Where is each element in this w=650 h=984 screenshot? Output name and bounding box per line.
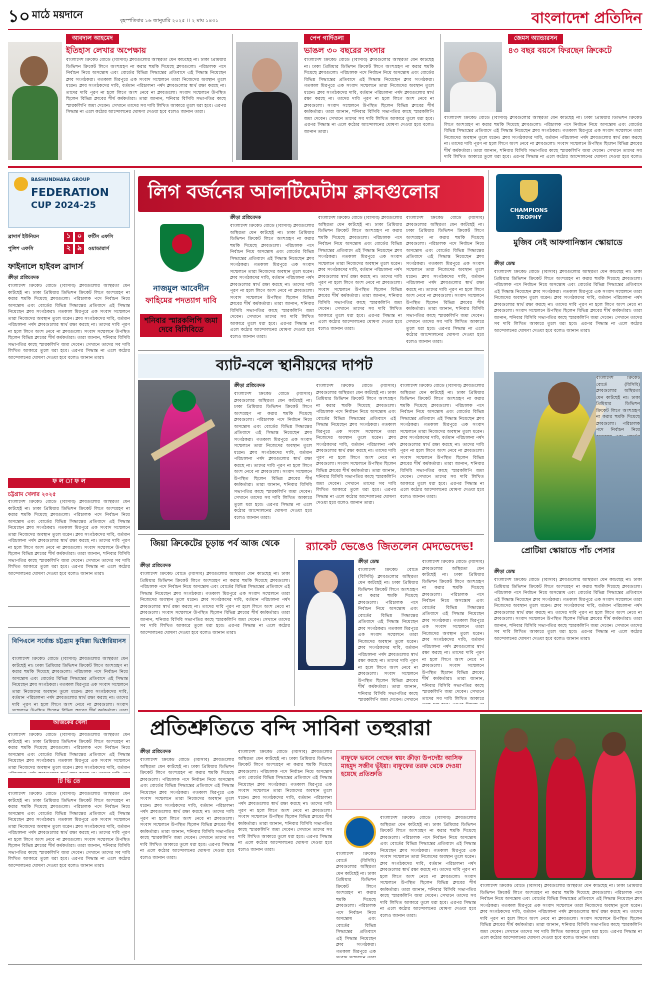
columnist-3-title: ৪৩ বছর বয়সে ফিরছেন ক্রিকেটে [508,46,612,55]
columnist-3-name: জেমস অ্যান্ডারসন [508,34,563,44]
bottom-title: প্রতিশ্রুতিতে বন্দি সাবিনা তহুরারা [150,716,432,740]
lead-text-2: বাংলাদেশ ক্রিকেট বোর্ডে (বিসিবি) ক্লাবগুলোর অস্থিরতা যেন কাটছেই না। ঢাকা প্রিমিয়ার ডিভিশন ক্রিকেট লিগে অংশগ্রহণ না করার হুমকি দিয়েছে ক্লাবগুলো। পরিচালক পদে নির্বাচন নিয়ে অসন্তোষ এবং বোর্ডের বিভিন্ন সিদ্ধান্তের প্রতিবাদে এই সিদ্ধান্ত নিয়েছেন ক্লাব সংগঠকরা। গতকাল মিরপুরে এক সংবাদ সম্মেলনে তারা নিজেদের অবস্থান তুলে ধরেন। ক্লাব সংগঠকদের দাবি, বর্তমান পরিচালনা পর্ষদ ক্লাবগুলোর স্বার্থ রক্ষা করছে না। তাদের দাবি পূরণ না হলে লিগে অংশ নেবে না ক্লাবগুলো। সংবাদ সম্মেলনে উপস্থিত ছিলেন বিভিন্ন ক্লাবের শীর্ষ কর্মকর্তারা। তারা জানান, শনিবার বিসিবি সভাপতির কাছে স্মারকলিপি জমা দেবেন। সেখানে তাদের সব দাবি লিখিত আকারে তুলে ধরা হবে। এরপর সিদ্ধান্ত না এলে কঠোর আন্দোলনের ঘোষণা দেওয়া হবে বলেও জানান তারা। [318,216,402,332]
columnist-1-title: ইতিহাস লেখার অপেক্ষায় [66,46,147,55]
columnist-2-title: ভাঙল ৩০ বছরের সংসার [304,46,385,55]
logo: বাংলাদেশ প্রতিদিন [531,9,642,27]
bottom-text-5: বাংলাদেশ ক্রিকেট বোর্ডে (বিসিবি) ক্লাবগুলোর অস্থিরতা যেন কাটছেই না। ঢাকা প্রিমিয়ার ডিভিশন ক্রিকেট লিগে অংশগ্রহণ না করার হুমকি দিয়েছে ক্লাবগুলো। পরিচালক পদে নির্বাচন নিয়ে অসন্তোষ এবং বোর্ডের বিভিন্ন সিদ্ধান্তের প্রতিবাদে এই সিদ্ধান্ত নিয়েছেন ক্লাব সংগঠকরা। গতকাল মিরপুরে এক সংবাদ সম্মেলনে তারা নিজেদের অবস্থান তুলে ধরেন। ক্লাব সংগঠকদের দাবি, বর্তমান পরিচালনা পর্ষদ ক্লাবগুলোর স্বার্থ রক্ষা করছে না। তাদের দাবি পূরণ না হলে লিগে অংশ নেবে না ক্লাবগুলো। সংবাদ সম্মেলনে উপস্থিত ছিলেন বিভিন্ন ক্লাবের শীর্ষ কর্মকর্তারা। তারা জানান, শনিবার বিসিবি সভাপতির কাছে স্মারকলিপি জমা দেবেন। সেখানে তাদের সব দাবি লিখিত আকারে তুলে ধরা হবে। এরপর সিদ্ধান্ত না এলে কঠোর আন্দোলনের ঘোষণা দেওয়া হবে বলেও জানান তারা। [480,884,642,942]
bpl-photo [138,380,230,530]
lead-text-1: বাংলাদেশ ক্রিকেট বোর্ডে (বিসিবি) ক্লাবগুলোর অস্থিরতা যেন কাটছেই না। ঢাকা প্রিমিয়ার ডিভিশন ক্রিকেট লিগে অংশগ্রহণ না করার হুমকি দিয়েছে ক্লাবগুলো। পরিচালক পদে নির্বাচন নিয়ে অসন্তোষ এবং বোর্ডের বিভিন্ন সিদ্ধান্তের প্রতিবাদে এই সিদ্ধান্ত নিয়েছেন ক্লাব সংগঠকরা। গতকাল মিরপুরে এক সংবাদ সম্মেলনে তারা নিজেদের অবস্থান তুলে ধরেন। ক্লাব সংগঠকদের দাবি, বর্তমান পরিচালনা পর্ষদ ক্লাবগুলোর স্বার্থ রক্ষা করছে না। তাদের দাবি পূরণ না হলে লিগে অংশ নেবে না ক্লাবগুলো। সংবাদ সম্মেলনে উপস্থিত ছিলেন বিভিন্ন ক্লাবের শীর্ষ কর্মকর্তারা। তারা জানান, শনিবার বিসিবি সভাপতির কাছে স্মারকলিপি জমা দেবেন। সেখানে তাদের সব দাবি লিখিত আকারে তুলে ধরা হবে। এরপর সিদ্ধান্ত না এলে কঠোর আন্দোলনের ঘোষণা দেওয়া হবে বলেও জানান তারা। [230,224,314,340]
bottom-text-4: বাংলাদেশ ক্রিকেট বোর্ডে (বিসিবি) ক্লাবগুলোর অস্থিরতা যেন কাটছেই না। ঢাকা প্রিমিয়ার ডিভিশন ক্রিকেট লিগে অংশগ্রহণ না করার হুমকি দিয়েছে ক্লাবগুলো। পরিচালক পদে নির্বাচন নিয়ে অসন্তোষ এবং বোর্ডের বিভিন্ন সিদ্ধান্তের প্রতিবাদে এই সিদ্ধান্ত নিয়েছেন ক্লাব সংগঠকরা। গতকাল মিরপুরে এক [336,852,376,955]
score-2-b: ৯ [75,244,84,254]
lead-byline: ক্রীড়া প্রতিবেদক [230,216,261,221]
columnist-3-photo [444,42,502,112]
score-table [8,232,130,256]
protea-text: বাংলাদেশ ক্রিকেট বোর্ডে (বিসিবি) ক্লাবগুলোর অস্থিরতা যেন কাটছেই না। ঢাকা প্রিমিয়ার ডিভিশন ক্রিকেট লিগে অংশগ্রহণ না করার হুমকি দিয়েছে ক্লাবগুলো। পরিচালক পদে নির্বাচন নিয়ে অসন্তোষ এবং বোর্ডের বিভিন্ন সিদ্ধান্তের প্রতিবাদে এই সিদ্ধান্ত নিয়েছেন ক্লাব সংগঠকরা। গতকাল মিরপুরে এক সংবাদ সম্মেলনে তারা নিজেদের অবস্থান তুলে ধরেন। ক্লাব সংগঠকদের দাবি, বর্তমান পরিচালনা পর্ষদ ক্লাবগুলোর স্বার্থ রক্ষা করছে না। তাদের দাবি পূরণ না হলে লিগে অংশ নেবে না ক্লাবগুলো। সংবাদ সম্মেলনে উপস্থিত ছিলেন বিভিন্ন ক্লাবের শীর্ষ কর্মকর্তারা। তারা জানান, শনিবার বিসিবি সভাপতির কাছে স্মারকলিপি জমা দেবেন। সেখানে তাদের সব দাবি লিখিত আকারে তুলে ধরা হবে। এরপর সিদ্ধান্ত না এলে কঠোর আন্দোলনের ঘোষণা দেওয়া হবে বলেও জানান তারা। [494,578,642,642]
protea-byline: ক্রীড়া ডেস্ক [494,570,515,575]
champions-text: বাংলাদেশ ক্রিকেট বোর্ডে (বিসিবি) ক্লাবগুলোর অস্থিরতা যেন কাটছেই না। ঢাকা প্রিমিয়ার ডিভিশন ক্রিকেট লিগে অংশগ্রহণ না করার হুমকি দিয়েছে ক্লাবগুলো। পরিচালক পদে নির্বাচন নিয়ে অসন্তোষ এবং বোর্ডের বিভিন্ন সিদ্ধান্তের প্রতিবাদে এই সিদ্ধান্ত নিয়েছেন ক্লাব সংগঠকরা। গতকাল মিরপুরে এক সংবাদ সম্মেলনে তারা নিজেদের অবস্থান তুলে ধরেন। ক্লাব সংগঠকদের দাবি, বর্তমান পরিচালনা পর্ষদ ক্লাবগুলোর স্বার্থ রক্ষা করছে না। তাদের দাবি পূরণ না হলে লিগে অংশ নেবে না ক্লাবগুলো। সংবাদ সম্মেলনে উপস্থিত ছিলেন বিভিন্ন ক্লাবের শীর্ষ কর্মকর্তারা। তারা জানান, শনিবার বিসিবি সভাপতির কাছে স্মারকলিপি জমা দেবেন। সেখানে তাদের সব দাবি লিখিত আকারে তুলে ধরা হবে। এরপর সিদ্ধান্ত না এলে কঠোর আন্দোলনের ঘোষণা দেওয়া হবে বলেও জানান তারা। [494,270,642,334]
protea-head: প্রোটিয়া স্কোয়াডে পাঁচ পেসার [521,546,615,555]
federation-cup: CUP 2024-25 [31,201,96,211]
section-name: মাঠে ময়দানে [32,10,83,21]
racket-text-2: বাংলাদেশ ক্রিকেট বোর্ডে (বিসিবি) ক্লাবগুলোর অস্থিরতা যেন কাটছেই না। ঢাকা প্রিমিয়ার ডিভিশন ক্রিকেট লিগে অংশগ্রহণ না করার হুমকি দিয়েছে ক্লাবগুলো। পরিচালক পদে নির্বাচন নিয়ে অসন্তোষ এবং বোর্ডের বিভিন্ন সিদ্ধান্তের প্রতিবাদে এই সিদ্ধান্ত নিয়েছেন ক্লাব সংগঠকরা। গতকাল মিরপুরে এক সংবাদ সম্মেলনে তারা নিজেদের অবস্থান তুলে ধরেন। ক্লাব সংগঠকদের দাবি, বর্তমান পরিচালনা পর্ষদ ক্লাবগুলোর স্বার্থ রক্ষা করছে না। তাদের দাবি পূরণ না হলে লিগে অংশ নেবে না ক্লাবগুলো। সংবাদ সম্মেলনে উপস্থিত ছিলেন বিভিন্ন ক্লাবের শীর্ষ কর্মকর্তারা। তারা জানান, শনিবার বিসিবি সভাপতির কাছে স্মারকলিপি জমা দেবেন। সেখানে তাদের সব দাবি লিখিত আকারে [422,560,484,702]
score-team-4: ওয়ান্ডারার্স [88,246,110,252]
page-number: ১০ [8,7,31,27]
today-text: বাংলাদেশ ক্রিকেট বোর্ডে (বিসিবি) ক্লাবগুলোর অস্থিরতা যেন কাটছেই না। ঢাকা প্রিমিয়ার ডিভিশন ক্রিকেট লিগে অংশগ্রহণ না করার হুমকি দিয়েছে ক্লাবগুলো। পরিচালক পদে নির্বাচন নিয়ে অসন্তোষ এবং বোর্ডের বিভিন্ন সিদ্ধান্তের প্রতিবাদে এই সিদ্ধান্ত নিয়েছেন ক্লাব সংগঠকরা। গতকাল মিরপুরে এক সংবাদ সম্মেলনে তারা নিজেদের অবস্থান তুলে ধরেন। ক্লাব সংগঠকদের দাবি, বর্তমান [8,733,130,771]
tv-text: বাংলাদেশ ক্রিকেট বোর্ডে (বিসিবি) ক্লাবগুলোর অস্থিরতা যেন কাটছেই না। ঢাকা প্রিমিয়ার ডিভিশন ক্রিকেট লিগে অংশগ্রহণ না করার হুমকি দিয়েছে ক্লাবগুলো। পরিচালক পদে নির্বাচন নিয়ে অসন্তোষ এবং বোর্ডের বিভিন্ন সিদ্ধান্তের প্রতিবাদে এই সিদ্ধান্ত নিয়েছেন ক্লাব সংগঠকরা। গতকাল মিরপুরে এক সংবাদ সম্মেলনে তারা নিজেদের অবস্থান তুলে ধরেন। ক্লাব সংগঠকদের দাবি, বর্তমান পরিচালনা পর্ষদ ক্লাবগুলোর স্বার্থ রক্ষা করছে না। তাদের দাবি পূরণ না হলে লিগে অংশ নেবে না ক্লাবগুলো। সংবাদ সম্মেলনে উপস্থিত ছিলেন বিভিন্ন ক্লাবের শীর্ষ কর্মকর্তারা। তারা জানান, শনিবার বিসিবি সভাপতির কাছে স্মারকলিপি জমা দেবেন। সেখানে তাদের সব দাবি লিখিত আকারে তুলে ধরা হবে। এরপর সিদ্ধান্ত না এলে কঠোর আন্দোলনের ঘোষণা দেওয়া হবে বলেও জানান তারা। [8,792,130,869]
small-box [8,606,130,628]
federation-sponsor: BASHUNDHARA GROUP [31,178,90,183]
score-team-2: ফর্টিস এফসি [88,234,114,240]
protea-caption: বাংলাদেশ ক্রিকেট বোর্ডে (বিসিবি) ক্লাবগুলোর অস্থিরতা যেন কাটছেই না। ঢাকা প্রিমিয়ার ডিভিশন ক্রিকেট লিগে অংশগ্রহণ না করার হুমকি দিয়েছে ক্লাবগুলো। পরিচালক পদে নির্বাচন নিয়ে [596,376,640,436]
columnist-1-name: আবদাল আহমেদ [66,34,119,44]
score-team-3: পুলিশ এফসি [8,246,34,252]
quote-1: ফাহিমের পদত্যাগ দাবি [145,296,217,305]
racket-text-1: বাংলাদেশ ক্রিকেট বোর্ডে (বিসিবি) ক্লাবগুলোর অস্থিরতা যেন কাটছেই না। ঢাকা প্রিমিয়ার ডিভিশন ক্রিকেট লিগে অংশগ্রহণ না করার হুমকি দিয়েছে ক্লাবগুলো। পরিচালক পদে নির্বাচন নিয়ে অসন্তোষ এবং বোর্ডের বিভিন্ন সিদ্ধান্তের প্রতিবাদে এই সিদ্ধান্ত নিয়েছেন ক্লাব সংগঠকরা। গতকাল মিরপুরে এক সংবাদ সম্মেলনে তারা নিজেদের অবস্থান তুলে ধরেন। ক্লাব সংগঠকদের দাবি, বর্তমান পরিচালনা পর্ষদ ক্লাবগুলোর স্বার্থ রক্ষা করছে না। তাদের দাবি পূরণ না হলে লিগে অংশ নেবে না ক্লাবগুলো। সংবাদ সম্মেলনে উপস্থিত ছিলেন বিভিন্ন ক্লাবের শীর্ষ কর্মকর্তারা। তারা জানান, শনিবার বিসিবি সভাপতির কাছে স্মারকলিপি জমা দেবেন। সেখানে [358,568,418,704]
score-1-a: ১ [64,232,73,242]
racket-photo [298,560,354,670]
columnist-strip [8,34,642,164]
results-head: চট্টগ্রাম খেলার ২০২৫ [8,492,56,498]
champions-logo [496,174,562,232]
lead-text-3: বাংলাদেশ ক্রিকেট বোর্ডে (বিসিবি) ক্লাবগুলোর অস্থিরতা যেন কাটছেই না। ঢাকা প্রিমিয়ার ডিভিশন ক্রিকেট লিগে অংশগ্রহণ না করার হুমকি দিয়েছে ক্লাবগুলো। পরিচালক পদে নির্বাচন নিয়ে অসন্তোষ এবং বোর্ডের বিভিন্ন সিদ্ধান্তের প্রতিবাদে এই সিদ্ধান্ত নিয়েছেন ক্লাব সংগঠকরা। গতকাল মিরপুরে এক সংবাদ সম্মেলনে তারা নিজেদের অবস্থান তুলে ধরেন। ক্লাব সংগঠকদের দাবি, বর্তমান পরিচালনা পর্ষদ ক্লাবগুলোর স্বার্থ রক্ষা করছে না। তাদের দাবি পূরণ না হলে লিগে অংশ নেবে না ক্লাবগুলো। সংবাদ সম্মেলনে উপস্থিত ছিলেন বিভিন্ন ক্লাবের শীর্ষ কর্মকর্তারা। তারা জানান, শনিবার বিসিবি সভাপতির কাছে স্মারকলিপি জমা দেবেন। সেখানে তাদের সব দাবি লিখিত আকারে তুলে ধরা হবে। এরপর সিদ্ধান্ত না এলে কঠোর আন্দোলনের ঘোষণা দেওয়া হবে বলেও জানান তারা। [406,216,484,345]
left-head: ফাইনালে হাইবল ব্রাদার্স [8,262,84,271]
columnist-1-text: বাংলাদেশ ক্রিকেট বোর্ডে (বিসিবি) ক্লাবগুলোর অস্থিরতা যেন কাটছেই না। ঢাকা প্রিমিয়ার ডিভিশন ক্রিকেট লিগে অংশগ্রহণ না করার হুমকি দিয়েছে ক্লাবগুলো। পরিচালক পদে নির্বাচন নিয়ে অসন্তোষ এবং বোর্ডের বিভিন্ন সিদ্ধান্তের প্রতিবাদে এই সিদ্ধান্ত নিয়েছেন ক্লাব সংগঠকরা। গতকাল মিরপুরে এক সংবাদ সম্মেলনে তারা নিজেদের অবস্থান তুলে ধরেন। ক্লাব সংগঠকদের দাবি, বর্তমান পরিচালনা পর্ষদ ক্লাবগুলোর স্বার্থ রক্ষা করছে না। তাদের দাবি পূরণ না হলে লিগে অংশ নেবে না ক্লাবগুলো। সংবাদ সম্মেলনে উপস্থিত ছিলেন বিভিন্ন ক্লাবের শীর্ষ কর্মকর্তারা। তারা জানান, শনিবার বিসিবি সভাপতির কাছে স্মারকলিপি জমা দেবেন। সেখানে তাদের সব দাবি লিখিত আকারে তুলে ধরা হবে। এরপর সিদ্ধান্ত না এলে কঠোর আন্দোলনের ঘোষণা দেওয়া হবে বলেও জানান তারা। [66,58,226,116]
phal-label: ফ ল া ফ ল [8,478,130,488]
columnist-3-text: বাংলাদেশ ক্রিকেট বোর্ডে (বিসিবি) ক্লাবগুলোর অস্থিরতা যেন কাটছেই না। ঢাকা প্রিমিয়ার ডিভিশন ক্রিকেট লিগে অংশগ্রহণ না করার হুমকি দিয়েছে ক্লাবগুলো। পরিচালক পদে নির্বাচন নিয়ে অসন্তোষ এবং বোর্ডের বিভিন্ন সিদ্ধান্তের প্রতিবাদে এই সিদ্ধান্ত নিয়েছেন ক্লাব সংগঠকরা। গতকাল মিরপুরে এক সংবাদ সম্মেলনে তারা নিজেদের অবস্থান তুলে ধরেন। ক্লাব সংগঠকদের দাবি, বর্তমান পরিচালনা পর্ষদ ক্লাবগুলোর স্বার্থ রক্ষা করছে না। তাদের দাবি পূরণ না হলে লিগে অংশ নেবে না ক্লাবগুলো। সংবাদ সম্মেলনে উপস্থিত ছিলেন বিভিন্ন ক্লাবের শীর্ষ কর্মকর্তারা। তারা জানান, শনিবার বিসিবি সভাপতির কাছে স্মারকলিপি জমা দেবেন। সেখানে তাদের সব দাবি লিখিত আকারে তুলে ধরা হবে। এরপর সিদ্ধান্ত না এলে কঠোর আন্দোলনের ঘোষণা দেওয়া হবে বলেও [444,116,642,160]
columnist-2-text: বাংলাদেশ ক্রিকেট বোর্ডে (বিসিবি) ক্লাবগুলোর অস্থিরতা যেন কাটছেই না। ঢাকা প্রিমিয়ার ডিভিশন ক্রিকেট লিগে অংশগ্রহণ না করার হুমকি দিয়েছে ক্লাবগুলো। পরিচালক পদে নির্বাচন নিয়ে অসন্তোষ এবং বোর্ডের বিভিন্ন সিদ্ধান্তের প্রতিবাদে এই সিদ্ধান্ত নিয়েছেন ক্লাব সংগঠকরা। গতকাল মিরপুরে এক সংবাদ সম্মেলনে তারা নিজেদের অবস্থান তুলে ধরেন। ক্লাব সংগঠকদের দাবি, বর্তমান পরিচালনা পর্ষদ ক্লাবগুলোর স্বার্থ রক্ষা করছে না। তাদের দাবি পূরণ না হলে লিগে অংশ নেবে না ক্লাবগুলো। সংবাদ সম্মেলনে উপস্থিত ছিলেন বিভিন্ন ক্লাবের শীর্ষ কর্মকর্তারা। তারা জানান, শনিবার বিসিবি সভাপতির কাছে স্মারকলিপি জমা দেবেন। সেখানে তাদের সব দাবি লিখিত আকারে তুলে ধরা হবে। এরপর সিদ্ধান্ত না এলে কঠোর আন্দোলনের ঘোষণা দেওয়া হবে বলেও জানান তারা। [304,58,434,135]
bff-logo [344,816,376,848]
bpl-text-2: বাংলাদেশ ক্রিকেট বোর্ডে (বিসিবি) ক্লাবগুলোর অস্থিরতা যেন কাটছেই না। ঢাকা প্রিমিয়ার ডিভিশন ক্রিকেট লিগে অংশগ্রহণ না করার হুমকি দিয়েছে ক্লাবগুলো। পরিচালক পদে নির্বাচন নিয়ে অসন্তোষ এবং বোর্ডের বিভিন্ন সিদ্ধান্তের প্রতিবাদে এই সিদ্ধান্ত নিয়েছেন ক্লাব সংগঠকরা। গতকাল মিরপুরে এক সংবাদ সম্মেলনে তারা নিজেদের অবস্থান তুলে ধরেন। ক্লাব সংগঠকদের দাবি, বর্তমান পরিচালনা পর্ষদ ক্লাবগুলোর স্বার্থ রক্ষা করছে না। তাদের দাবি পূরণ না হলে লিগে অংশ নেবে না ক্লাবগুলো। সংবাদ সম্মেলনে উপস্থিত ছিলেন বিভিন্ন ক্লাবের শীর্ষ কর্মকর্তারা। তারা জানান, শনিবার বিসিবি সভাপতির কাছে স্মারকলিপি জমা দেবেন। সেখানে তাদের সব দাবি লিখিত আকারে তুলে ধরা হবে। এরপর সিদ্ধান্ত না এলে কঠোর আন্দোলনের ঘোষণা দেওয়া হবে বলেও জানান তারা। [316,384,396,507]
columnist-2-photo [236,42,298,160]
left-byline: ক্রীড়া প্রতিবেদক [8,276,39,281]
quote-name: নাজমুল আবেদীন [153,284,209,293]
racket-title: র‍্যাকেট ভেঙেও জিতলেন মেদভেদেভ! [306,540,475,553]
results-text: বাংলাদেশ ক্রিকেট বোর্ডে (বিসিবি) ক্লাবগুলোর অস্থিরতা যেন কাটছেই না। ঢাকা প্রিমিয়ার ডিভিশন ক্রিকেট লিগে অংশগ্রহণ না করার হুমকি দিয়েছে ক্লাবগুলো। পরিচালক পদে নির্বাচন নিয়ে অসন্তোষ এবং বোর্ডের বিভিন্ন সিদ্ধান্তের প্রতিবাদে এই সিদ্ধান্ত নিয়েছেন ক্লাব সংগঠকরা। গতকাল মিরপুরে এক সংবাদ সম্মেলনে তারা নিজেদের অবস্থান তুলে ধরেন। ক্লাব সংগঠকদের দাবি, বর্তমান পরিচালনা পর্ষদ ক্লাবগুলোর স্বার্থ রক্ষা করছে না। তাদের দাবি পূরণ না হলে লিগে অংশ নেবে না ক্লাবগুলো। সংবাদ সম্মেলনে উপস্থিত ছিলেন বিভিন্ন ক্লাবের শীর্ষ কর্মকর্তারা। তারা জানান, শনিবার বিসিবি সভাপতির কাছে স্মারকলিপি জমা দেবেন। সেখানে তাদের সব দাবি লিখিত আকারে তুলে ধরা হবে। এরপর সিদ্ধান্ত না এলে কঠোর আন্দোলনের ঘোষণা দেওয়া হবে বলেও জানান তারা। [8,500,130,577]
racket-byline: ক্রীড়া ডেস্ক [358,560,379,565]
bpl-text-3: বাংলাদেশ ক্রিকেট বোর্ডে (বিসিবি) ক্লাবগুলোর অস্থিরতা যেন কাটছেই না। ঢাকা প্রিমিয়ার ডিভিশন ক্রিকেট লিগে অংশগ্রহণ না করার হুমকি দিয়েছে ক্লাবগুলো। পরিচালক পদে নির্বাচন নিয়ে অসন্তোষ এবং বোর্ডের বিভিন্ন সিদ্ধান্তের প্রতিবাদে এই সিদ্ধান্ত নিয়েছেন ক্লাব সংগঠকরা। গতকাল মিরপুরে এক সংবাদ সম্মেলনে তারা নিজেদের অবস্থান তুলে ধরেন। ক্লাব সংগঠকদের দাবি, বর্তমান পরিচালনা পর্ষদ ক্লাবগুলোর স্বার্থ রক্ষা করছে না। তাদের দাবি পূরণ না হলে লিগে অংশ নেবে না ক্লাবগুলো। সংবাদ সম্মেলনে উপস্থিত ছিলেন বিভিন্ন ক্লাবের শীর্ষ কর্মকর্তারা। তারা জানান, শনিবার বিসিবি সভাপতির কাছে স্মারকলিপি জমা দেবেন। সেখানে তাদের সব দাবি লিখিত আকারে তুলে ধরা হবে। এরপর সিদ্ধান্ত না এলে কঠোর আন্দোলনের ঘোষণা দেওয়া হবে বলেও জানান তারা। [400,384,484,500]
lead-banner [138,176,484,212]
bpl-title: ব্যাট-বলে স্থানীয়দের দাপট [216,356,373,374]
bottom-text-2: বাংলাদেশ ক্রিকেট বোর্ডে (বিসিবি) ক্লাবগুলোর অস্থিরতা যেন কাটছেই না। ঢাকা প্রিমিয়ার ডিভিশন ক্রিকেট লিগে অংশগ্রহণ না করার হুমকি দিয়েছে ক্লাবগুলো। পরিচালক পদে নির্বাচন নিয়ে অসন্তোষ এবং বোর্ডের বিভিন্ন সিদ্ধান্তের প্রতিবাদে এই সিদ্ধান্ত নিয়েছেন ক্লাব সংগঠকরা। গতকাল মিরপুরে এক সংবাদ সম্মেলনে তারা নিজেদের অবস্থান তুলে ধরেন। ক্লাব সংগঠকদের দাবি, বর্তমান পরিচালনা পর্ষদ ক্লাবগুলোর স্বার্থ রক্ষা করছে না। তাদের দাবি পূরণ না হলে লিগে অংশ নেবে না ক্লাবগুলো। সংবাদ সম্মেলনে উপস্থিত ছিলেন বিভিন্ন ক্লাবের শীর্ষ কর্মকর্তারা। তারা জানান, শনিবার বিসিবি সভাপতির কাছে স্মারকলিপি জমা দেবেন। সেখানে তাদের সব দাবি লিখিত আকারে তুলে ধরা হবে। এরপর সিদ্ধান্ত না এলে কঠোর আন্দোলনের ঘোষণা দেওয়া হবে বলেও জানান তারা। [238,750,332,853]
bipl-text: বাংলাদেশ ক্রিকেট বোর্ডে (বিসিবি) ক্লাবগুলোর অস্থিরতা যেন কাটছেই না। ঢাকা প্রিমিয়ার ডিভিশন ক্রিকেট লিগে অংশগ্রহণ না করার হুমকি দিয়েছে ক্লাবগুলো। পরিচালক পদে নির্বাচন নিয়ে অসন্তোষ এবং বোর্ডের বিভিন্ন সিদ্ধান্তের প্রতিবাদে এই সিদ্ধান্ত নিয়েছেন ক্লাব সংগঠকরা। গতকাল মিরপুরে এক সংবাদ সম্মেলনে তারা নিজেদের অবস্থান তুলে ধরেন। ক্লাব সংগঠকদের দাবি, বর্তমান পরিচালনা পর্ষদ ক্লাবগুলোর স্বার্থ রক্ষা করছে না। তাদের দাবি পূরণ না হলে লিগে অংশ নেবে না ক্লাবগুলো। সংবাদ [12,657,128,708]
bcb-logo [146,220,218,280]
bottom-callout [336,750,476,810]
issue-date: বৃহস্পতিবার ১৬ জানুয়ারি ২০২৫ ।। ২ মাঘ ১৪৩১ [120,18,219,24]
champions-head: মুজিব নেই আফগানিস্তান স্কোয়াডে [513,238,623,247]
today-label: আজকের খেলা [30,720,110,730]
columnist-2-name: পেপ গার্দিওলা [304,34,350,44]
bottom-text-1: বাংলাদেশ ক্রিকেট বোর্ডে (বিসিবি) ক্লাবগুলোর অস্থিরতা যেন কাটছেই না। ঢাকা প্রিমিয়ার ডিভিশন ক্রিকেট লিগে অংশগ্রহণ না করার হুমকি দিয়েছে ক্লাবগুলো। পরিচালক পদে নির্বাচন নিয়ে অসন্তোষ এবং বোর্ডের বিভিন্ন সিদ্ধান্তের প্রতিবাদে এই সিদ্ধান্ত নিয়েছেন ক্লাব সংগঠকরা। গতকাল মিরপুরে এক সংবাদ সম্মেলনে তারা নিজেদের অবস্থান তুলে ধরেন। ক্লাব সংগঠকদের দাবি, বর্তমান পরিচালনা পর্ষদ ক্লাবগুলোর স্বার্থ রক্ষা করছে না। তাদের দাবি পূরণ না হলে লিগে অংশ নেবে না ক্লাবগুলো। সংবাদ সম্মেলনে উপস্থিত ছিলেন বিভিন্ন ক্লাবের শীর্ষ কর্মকর্তারা। তারা জানান, শনিবার বিসিবি সভাপতির কাছে স্মারকলিপি জমা দেবেন। সেখানে তাদের সব দাবি লিখিত আকারে তুলে ধরা হবে। এরপর সিদ্ধান্ত না এলে কঠোর আন্দোলনের ঘোষণা দেওয়া হবে বলেও জানান তারা। [140,758,234,861]
sabina-photo [480,714,642,880]
bpl-sub-text: বাংলাদেশ ক্রিকেট বোর্ডে (বিসিবি) ক্লাবগুলোর অস্থিরতা যেন কাটছেই না। ঢাকা প্রিমিয়ার ডিভিশন ক্রিকেট লিগে অংশগ্রহণ না করার হুমকি দিয়েছে ক্লাবগুলো। পরিচালক পদে নির্বাচন নিয়ে অসন্তোষ এবং বোর্ডের বিভিন্ন সিদ্ধান্তের প্রতিবাদে এই সিদ্ধান্ত নিয়েছেন ক্লাব সংগঠকরা। গতকাল মিরপুরে এক সংবাদ সম্মেলনে তারা নিজেদের অবস্থান তুলে ধরেন। ক্লাব সংগঠকদের দাবি, বর্তমান পরিচালনা পর্ষদ ক্লাবগুলোর স্বার্থ রক্ষা করছে না। তাদের দাবি পূরণ না হলে লিগে অংশ নেবে না ক্লাবগুলো। সংবাদ সম্মেলনে উপস্থিত ছিলেন বিভিন্ন ক্লাবের শীর্ষ কর্মকর্তারা। তারা জানান, শনিবার বিসিবি সভাপতির কাছে স্মারকলিপি জমা দেবেন। সেখানে তাদের সব দাবি লিখিত আকারে তুলে ধরা হবে। এরপর সিদ্ধান্ত না এলে কঠোর আন্দোলনের ঘোষণা দেওয়া হবে বলেও জানান তারা। [140,572,290,636]
bpl-text-1: বাংলাদেশ ক্রিকেট বোর্ডে (বিসিবি) ক্লাবগুলোর অস্থিরতা যেন কাটছেই না। ঢাকা প্রিমিয়ার ডিভিশন ক্রিকেট লিগে অংশগ্রহণ না করার হুমকি দিয়েছে ক্লাবগুলো। পরিচালক পদে নির্বাচন নিয়ে অসন্তোষ এবং বোর্ডের বিভিন্ন সিদ্ধান্তের প্রতিবাদে এই সিদ্ধান্ত নিয়েছেন ক্লাব সংগঠকরা। গতকাল মিরপুরে এক সংবাদ সম্মেলনে তারা নিজেদের অবস্থান তুলে ধরেন। ক্লাব সংগঠকদের দাবি, বর্তমান পরিচালনা পর্ষদ ক্লাবগুলোর স্বার্থ রক্ষা করছে না। তাদের দাবি পূরণ না হলে লিগে অংশ নেবে না ক্লাবগুলো। সংবাদ সম্মেলনে উপস্থিত ছিলেন বিভিন্ন ক্লাবের শীর্ষ কর্মকর্তারা। তারা জানান, শনিবার বিসিবি সভাপতির কাছে স্মারকলিপি জমা দেবেন। সেখানে তাদের সব দাবি লিখিত আকারে তুলে ধরা হবে। এরপর সিদ্ধান্ত না এলে কঠোর আন্দোলনের ঘোষণা দেওয়া হবে বলেও জানান তারা। [234,392,312,521]
lead-title: লিগ বর্জনের আলটিমেটাম ক্লাবগুলোর [148,181,440,203]
bottom-text-3: বাংলাদেশ ক্রিকেট বোর্ডে (বিসিবি) ক্লাবগুলোর অস্থিরতা যেন কাটছেই না। ঢাকা প্রিমিয়ার ডিভিশন ক্রিকেট লিগে অংশগ্রহণ না করার হুমকি দিয়েছে ক্লাবগুলো। পরিচালক পদে নির্বাচন নিয়ে অসন্তোষ এবং বোর্ডের বিভিন্ন সিদ্ধান্তের প্রতিবাদে এই সিদ্ধান্ত নিয়েছেন ক্লাব সংগঠকরা। গতকাল মিরপুরে এক সংবাদ সম্মেলনে তারা নিজেদের অবস্থান তুলে ধরেন। ক্লাব সংগঠকদের দাবি, বর্তমান পরিচালনা পর্ষদ ক্লাবগুলোর স্বার্থ রক্ষা করছে না। তাদের দাবি পূরণ না হলে লিগে অংশ নেবে না ক্লাবগুলো। সংবাদ সম্মেলনে উপস্থিত ছিলেন বিভিন্ন ক্লাবের শীর্ষ কর্মকর্তারা। তারা জানান, শনিবার বিসিবি সভাপতির কাছে স্মারকলিপি জমা দেবেন। সেখানে তাদের সব দাবি লিখিত আকারে তুলে ধরা হবে। এরপর সিদ্ধান্ত না এলে কঠোর আন্দোলনের ঘোষণা দেওয়া হবে বলেও জানান তারা। [380,816,476,919]
champions-title: CHAMPIONS TROPHY [510,208,548,222]
federation-badge [8,172,130,228]
bottom-callout-text: বাফুফে ভবনে গেছেন স্বয়ং ক্রীড়া উপদেষ্টা আসিফ মাহমুদ সজীব ভূঁইয়া। বাফুফের তরফ থেকে দেওয়া হয়েছে প্রতিশ্রুতি [341,755,463,779]
bottom-byline: ক্রীড়া প্রতিবেদক [140,750,171,755]
columnist-1-photo [8,42,62,160]
bipl-box [8,634,130,714]
left-text: বাংলাদেশ ক্রিকেট বোর্ডে (বিসিবি) ক্লাবগুলোর অস্থিরতা যেন কাটছেই না। ঢাকা প্রিমিয়ার ডিভিশন ক্রিকেট লিগে অংশগ্রহণ না করার হুমকি দিয়েছে ক্লাবগুলো। পরিচালক পদে নির্বাচন নিয়ে অসন্তোষ এবং বোর্ডের বিভিন্ন সিদ্ধান্তের প্রতিবাদে এই সিদ্ধান্ত নিয়েছেন ক্লাব সংগঠকরা। গতকাল মিরপুরে এক সংবাদ সম্মেলনে তারা নিজেদের অবস্থান তুলে ধরেন। ক্লাব সংগঠকদের দাবি, বর্তমান পরিচালনা পর্ষদ ক্লাবগুলোর স্বার্থ রক্ষা করছে না। তাদের দাবি পূরণ না হলে লিগে অংশ নেবে না ক্লাবগুলো। সংবাদ সম্মেলনে উপস্থিত ছিলেন বিভিন্ন ক্লাবের শীর্ষ কর্মকর্তারা। তারা জানান, শনিবার বিসিবি সভাপতির কাছে স্মারকলিপি জমা দেবেন। সেখানে তাদের সব দাবি লিখিত আকারে তুলে ধরা হবে। এরপর সিদ্ধান্ত না এলে কঠোর আন্দোলনের ঘোষণা দেওয়া হবে বলেও জানান তারা। [8,284,130,361]
score-1-b: ০ [75,232,84,242]
score-team-1: ব্রাদার্স ইউনিয়ন [8,234,39,240]
bpl-sub: জিয়া ক্রিকেটের চূড়ান্ত পর্ব আজ থেকে [150,539,280,549]
bpl-banner [138,354,484,378]
champions-byline: ক্রীড়া ডেস্ক [494,262,515,267]
bipl-head: বিপিএলে সর্বোচ্চ চট্টগ্রাম কুমিল্লা ভিক্টোরিয়ানস [12,638,127,645]
tv-label: টি ভি তে [8,778,130,788]
score-2-a: ২ [64,244,73,254]
racket-banner [298,540,484,556]
bpl-byline: ক্রীড়া প্রতিবেদক [234,384,265,389]
federation-title: FEDERATION [31,186,109,199]
bpl-sub-byline: ক্রীড়া প্রতিবেদক [140,564,171,569]
masthead [8,8,642,30]
quote-2: শনিবার স্মারকলিপি জমা দেবে বিসিবিতে [140,314,222,337]
